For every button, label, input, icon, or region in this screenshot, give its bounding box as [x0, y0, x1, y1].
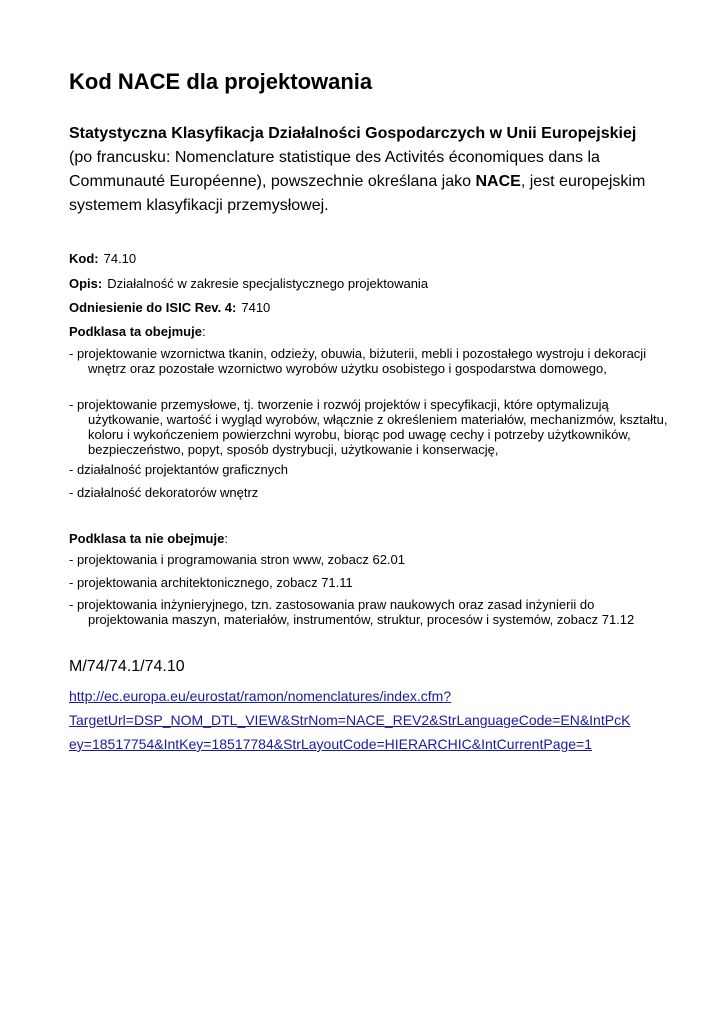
includes-heading: Podklasa ta obejmuje: — [69, 324, 206, 339]
excludes-item: - projektowania inżynieryjnego, tzn. zastosowania praw naukowych oraz zasad inżynierii do projektowania maszyn, materiałów, instrumentów, struktur, procesów i systemów, zobacz 71.12 — [69, 597, 635, 627]
includes-item: - projektowanie przemysłowe, tj. tworzenie i rozwój projektów i specyfikacji, które optymalizują użytkowanie, wartość i wygląd wyrobów, włącznie z określeniem materiałów, mechanizmów, kształtu, koloru i wykończeniem powierzchni wyrobu, biorąc pod uwagę cechy i potrzeby użytkowników, bezpieczeństwo, popyt, sposób dystrybucji, użytkowanie i konserwację, — [69, 397, 668, 457]
intro-nace-term: NACE — [475, 173, 521, 190]
eurostat-link-line-2[interactable]: TargetUrl=DSP_NOM_DTL_VIEW&StrNom=NACE_REV2&StrLanguageCode=EN&IntPcK — [69, 712, 631, 728]
kod-label: Kod: — [69, 251, 99, 266]
includes-item: - działalność projektantów graficznych — [69, 462, 288, 477]
opis-field — [69, 275, 428, 292]
excludes-heading-label: Podklasa ta nie obejmuje — [69, 531, 225, 546]
intro-text-before: (po francusku: Nomenclature statistique des Activités économiques dans la Communauté Européenne), powszechnie określana jako — [69, 149, 600, 190]
eurostat-link-line-1[interactable]: http://ec.europa.eu/eurostat/ramon/nomenclatures/index.cfm? — [69, 688, 452, 704]
isic-label: Odniesienie do ISIC Rev. 4: — [69, 300, 237, 315]
excludes-item: - projektowania architektonicznego, zobacz 71.11 — [69, 575, 353, 590]
kod-value: 74.10 — [103, 251, 137, 266]
includes-item: - projektowanie wzornictwa tkanin, odzieży, obuwia, biżuterii, mebli i pozostałego wystroju i dekoracji wnętrz oraz pozostałe wzornictwo wyrobów użytku osobistego i gospodarstwa domowego, — [69, 346, 647, 376]
intro-bold-name: Statystyczna Klasyfikacja Działalności Gospodarczych w Unii Europejskiej — [69, 125, 637, 142]
isic-field — [69, 299, 270, 316]
page-title: Kod NACE dla projektowania — [69, 69, 373, 94]
intro-text-after: , jest europejskim systemem klasyfikacji przemysłowej. — [69, 173, 646, 214]
eurostat-link[interactable] — [69, 684, 669, 756]
excludes-heading: Podklasa ta nie obejmuje: — [69, 531, 228, 546]
includes-heading-label: Podklasa ta obejmuje — [69, 324, 202, 339]
eurostat-link-line-3[interactable]: ey=18517754&IntKey=18517784&StrLayoutCode=HIERARCHIC&IntCurrentPage=1 — [69, 736, 593, 752]
opis-label: Opis: — [69, 276, 103, 291]
excludes-item: - projektowania i programowania stron www, zobacz 62.01 — [69, 552, 406, 567]
includes-item: - działalność dekoratorów wnętrz — [69, 485, 259, 500]
opis-value: Działalność w zakresie specjalistycznego projektowania — [107, 276, 429, 291]
intro-paragraph — [69, 122, 669, 218]
nace-code-path: M/74/74.1/74.10 — [69, 658, 185, 675]
kod-field — [69, 250, 136, 267]
isic-value: 7410 — [241, 300, 271, 315]
